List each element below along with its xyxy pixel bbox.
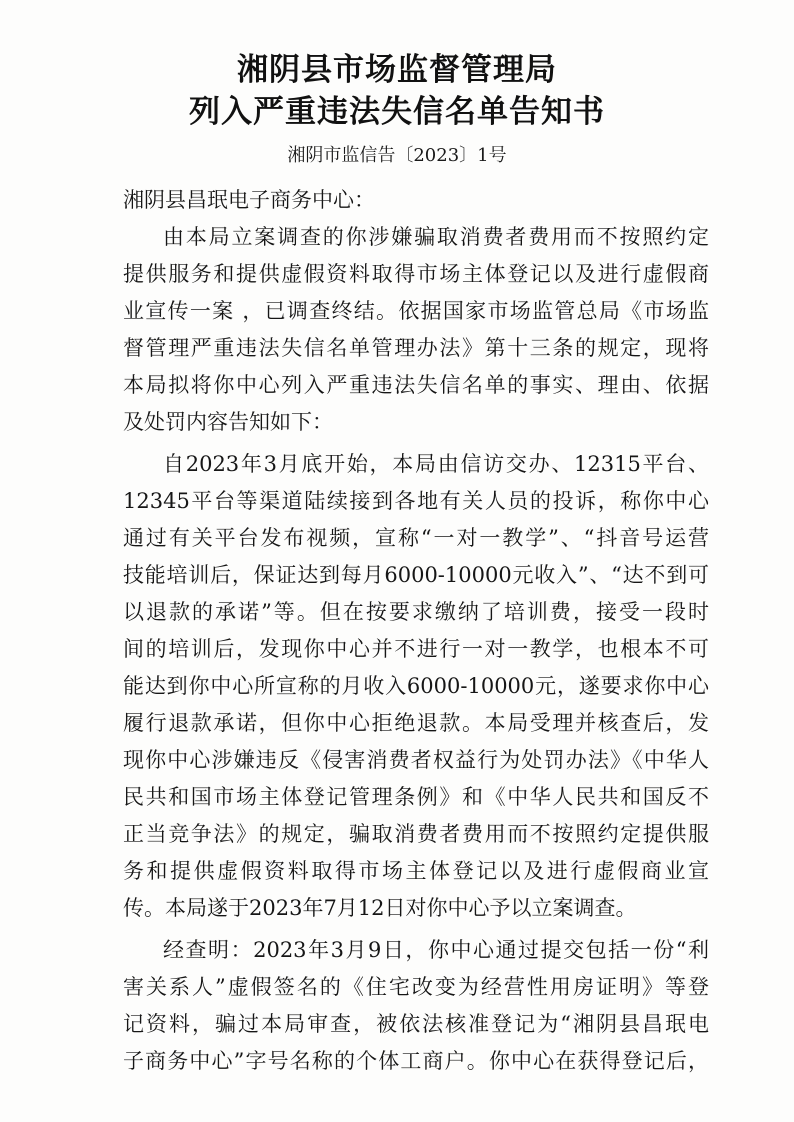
body-line: 自2023年3月底开始，本局由信访交办、12315平台、 <box>163 452 709 476</box>
body-line: 及处罚内容告知如下： <box>123 410 333 434</box>
addressee: 湘阴县昌珉电子商务中心： <box>123 188 375 212</box>
body-line: 经查明：2023年3月9日，你中心通过提交包括一份“利 <box>163 938 709 962</box>
document-title-line2: 列入严重违法失信名单告知书 <box>189 94 605 130</box>
body-line: 技能培训后，保证达到每月6000-10000元收入”、“达不到可 <box>123 563 709 587</box>
body-line: 民共和国市场主体登记管理条例》和《中华人民共和国反不 <box>123 785 709 809</box>
body-line: 提供服务和提供虚假资料取得市场主体登记以及进行虚假商 <box>123 262 709 286</box>
body-line: 本局拟将你中心列入严重违法失信名单的事实、理由、依据 <box>123 373 709 397</box>
document-title-line1: 湘阴县市场监督管理局 <box>237 52 557 88</box>
body-line: 由本局立案调查的你涉嫌骗取消费者费用而不按照约定 <box>163 225 709 249</box>
body-line: 传。本局遂于2023年7月12日对你中心予以立案调查。 <box>123 896 637 920</box>
body-line: 督管理严重违法失信名单管理办法》第十三条的规定，现将 <box>123 336 709 360</box>
body-line: 现你中心涉嫌违反《侵害消费者权益行为处罚办法》《中华人 <box>123 748 709 772</box>
body-line: 记资料，骗过本局审查，被依法核准登记为“湘阴县昌珉电 <box>123 1012 709 1036</box>
body-line: 业宣传一案 ，已调查终结。依据国家市场监管总局《市场监 <box>123 299 709 323</box>
body-line: 子商务中心”字号名称的个体工商户。你中心在获得登记后， <box>123 1049 709 1073</box>
body-line: 通过有关平台发布视频，宣称“一对一教学”、“抖音号运营 <box>123 526 709 550</box>
body-line: 正当竞争法》的规定，骗取消费者费用而不按照约定提供服 <box>123 822 709 846</box>
document-number: 湘阴市监信告〔2023〕1号 <box>287 145 507 166</box>
body-line: 能达到你中心所宣称的月收入6000-10000元，遂要求你中心 <box>123 674 709 698</box>
body-line: 以退款的承诺”等。但在按要求缴纳了培训费，接受一段时 <box>123 600 709 624</box>
body-line: 务和提供虚假资料取得市场主体登记以及进行虚假商业宣 <box>123 859 709 883</box>
body-line: 履行退款承诺，但你中心拒绝退款。本局受理并核查后，发 <box>123 711 709 735</box>
body-line: 间的培训后，发现你中心并不进行一对一教学，也根本不可 <box>123 637 709 661</box>
body-line: 害关系人”虚假签名的《住宅改变为经营性用房证明》等登 <box>123 975 709 999</box>
body-line: 12345平台等渠道陆续接到各地有关人员的投诉，称你中心 <box>123 489 709 513</box>
